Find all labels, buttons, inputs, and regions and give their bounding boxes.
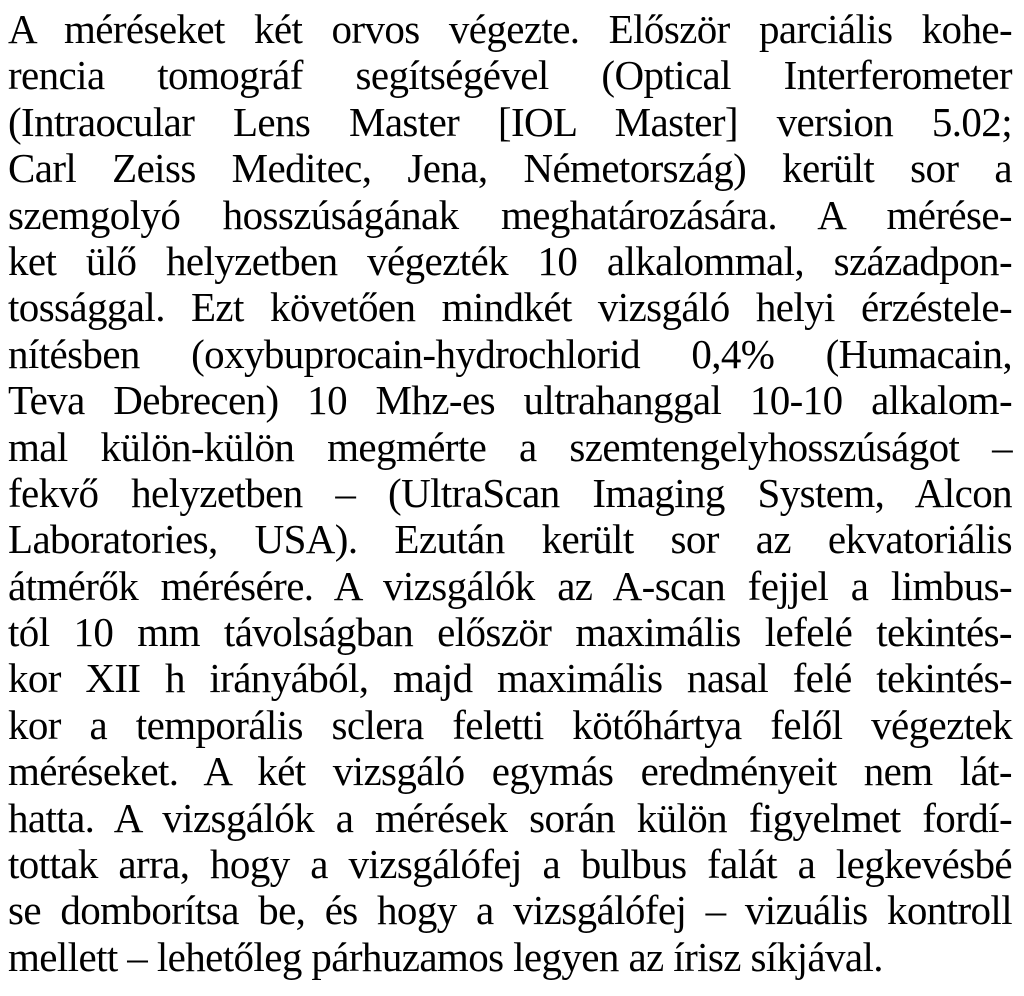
text-line: tossággal. Ezt követően mindkét vizsgáló helyi érzéstele- [8, 284, 1012, 331]
text-line: fekvő helyzetben – (UltraScan Imaging System, Alcon [8, 469, 1012, 516]
text-line: átmérők mérésére. A vizsgálók az A-scan fejjel a limbus- [8, 562, 1012, 609]
text-line: rencia tomográf segítségével (Optical Interferometer [8, 52, 1012, 99]
text-line: hatta. A vizsgálók a mérések során külön figyelmet fordí- [8, 794, 1012, 841]
text-line: kor a temporális sclera feletti kötőhártya felől végeztek [8, 701, 1012, 748]
text-line: Laboratories, USA). Ezután került sor az ekvatoriális [8, 516, 1012, 563]
text-line: Teva Debrecen) 10 Mhz-es ultrahanggal 10-10 alkalom- [8, 377, 1012, 424]
text-line: (Intraocular Lens Master [IOL Master] version 5.02; [8, 98, 1012, 145]
text-line: szemgolyó hosszúságának meghatározására. A mérése- [8, 191, 1012, 238]
text-line: tottak arra, hogy a vizsgálófej a bulbus falát a legkevésbé [8, 841, 1012, 888]
text-line: mal külön-külön megmérte a szemtengelyhosszúságot – [8, 423, 1012, 470]
text-line: Carl Zeiss Meditec, Jena, Németország) került sor a [8, 145, 1012, 192]
text-line: nítésben (oxybuprocain-hydrochlorid 0,4% (Humacain, [8, 330, 1012, 377]
text-line: kor XII h irányából, majd maximális nasal felé tekintés- [8, 655, 1012, 702]
body-paragraph [8, 6, 1012, 980]
text-line: A méréseket két orvos végezte. Először parciális kohe- [8, 6, 1012, 52]
text-line: se domborítsa be, és hogy a vizsgálófej – vizuális kontroll [8, 887, 1012, 934]
text-line: méréseket. A két vizsgáló egymás eredményeit nem lát- [8, 748, 1012, 795]
text-line: mellett – lehetőleg párhuzamos legyen az írisz síkjával. [8, 933, 883, 980]
text-line: tól 10 mm távolságban először maximális lefelé tekintés- [8, 609, 1012, 656]
text-line: ket ülő helyzetben végezték 10 alkalommal, századpon- [8, 237, 1012, 284]
